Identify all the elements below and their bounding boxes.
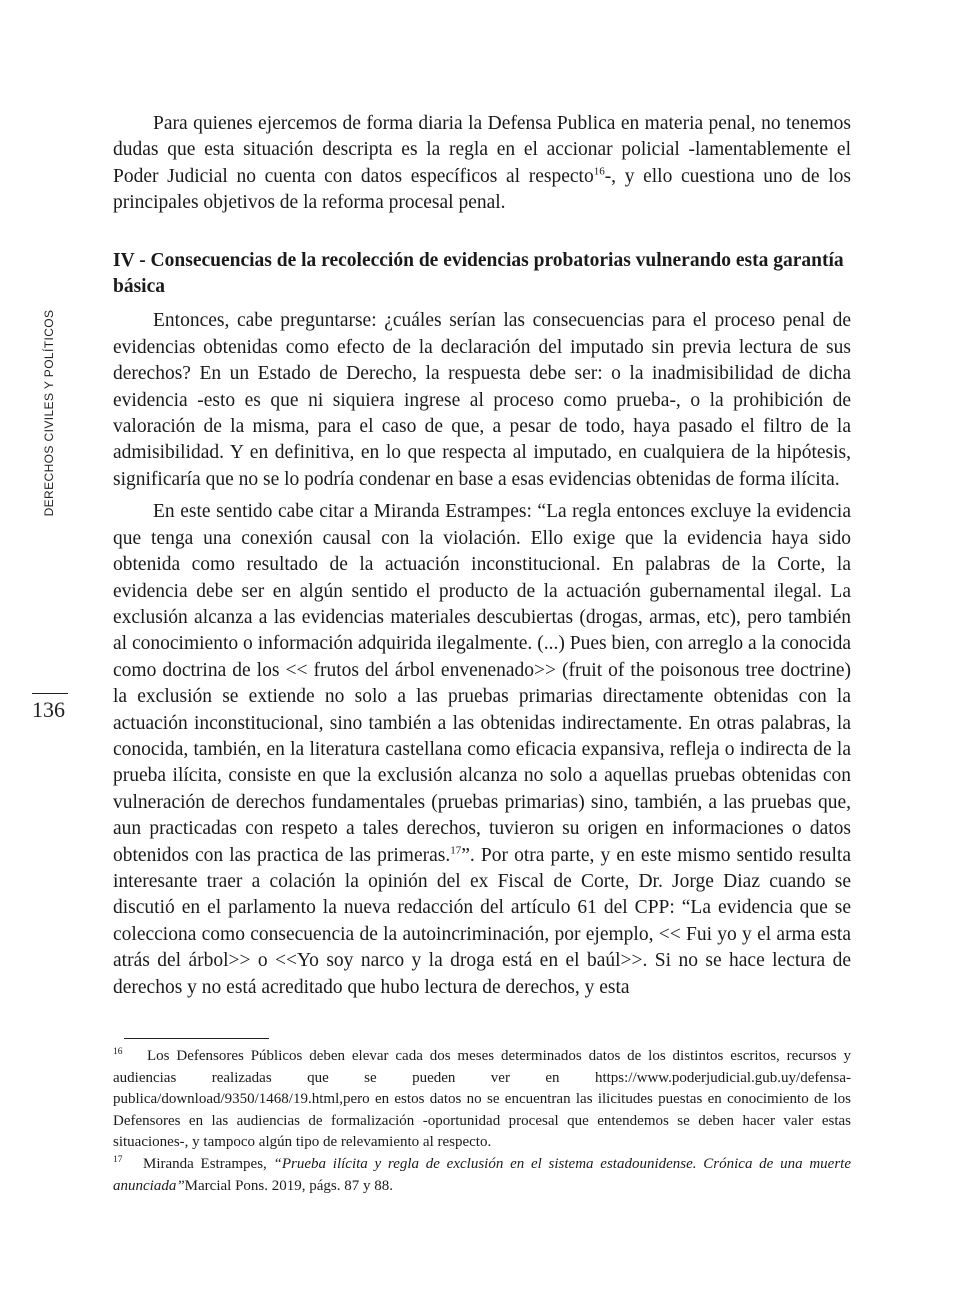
page-number: 136	[32, 697, 65, 722]
running-section-title	[42, 309, 56, 517]
footnote-17-title: “Prueba ilícita y regla de exclusión en el sistema estadounidense. Crónica de una muerte anunciada”	[113, 1155, 851, 1194]
footnote-17-publisher: Marcial Pons. 2019, págs. 87 y 88.	[184, 1177, 393, 1194]
footnote-ref-16: 16	[593, 165, 605, 178]
paragraph-1-text: Para quienes ejercemos de forma diaria la Defensa Publica en materia penal, no tenemos dudas que esta situación descripta es la regla en el accionar policial -lamentablemente el Poder Judicial no cuenta con datos específicos al respecto	[113, 113, 851, 187]
page-number-rule	[32, 693, 68, 694]
footnote-17-author: Miranda Estrampes,	[143, 1155, 274, 1172]
footnote-16: 16 Los Defensores Públicos deben elevar cada dos meses determinados datos de los distintos escritos, recursos y audiencias realizadas que se pueden ver en https://www.poderjudicial.gub.uy/defensa-publica/download/9350/1468/19.html,pero en estos datos no se encuentran las ilicitudes puestas en conocimiento de los Defensores en las audiencias de formalización -oportunidad procesal que entendemos se deben hacer valer estas situaciones-, y tampoco algún tipo de relevamiento al respecto.	[113, 1047, 851, 1151]
running-section-title-text: DERECHOS CIVILES Y POLÍTICOS	[42, 309, 56, 517]
paragraph-3-text: En este sentido cabe citar a Miranda Estrampes: “La regla entonces excluye la evidencia que tenga una conexión causal con la violación. Ello exige que la evidencia haya sido obtenida como resultado de la actuación inconstitucional. En palabras de la Corte, la evidencia debe ser en algún sentido el producto de la actuación gubernamental ilegal. La exclusión alcanza a las evidencias materiales descubiertas (drogas, armas, etc), pero también al conocimiento o información adquirida ilegalmente. (...) Pues bien, con arreglo a la conocida como doctrina de los << frutos del árbol envenenado>> (fruit of the poisonous tree doctrine) la exclusión se extiende no solo a las pruebas primarias directamente obtenidas con la actuación inconstitucional, sino también a las obtenidas indirectamente. En otras palabras, la conocida, también, en la literatura castellana como eficacia expansiva, refleja o indirecta de la prueba ilícita, consiste en que la exclusión alcanza no solo a aquellas pruebas obtenidas con vulneración de derechos fundamentales (pruebas primarias) sino, también, a las pruebas que, aun practicadas con respeto a tales derechos, tuvieron su origen en informaciones o datos obtenidos con las practica de las primeras.	[113, 501, 851, 866]
footnote-separator	[124, 1038, 269, 1039]
paragraph-1	[113, 111, 851, 217]
paragraph-2: Entonces, cabe preguntarse: ¿cuáles serían las consecuencias para el proceso penal de evidencias obtenidas como efecto de la declaración del imputado sin previa lectura de sus derechos? En un Estado de Derecho, la respuesta debe ser: o la inadmisibilidad de dicha evidencia -esto es que ni siquiera ingrese al proceso como prueba-, o la prohibición de valoración de la misma, para el caso de que, a pesar de todo, haya pasado el filtro de la admisibilidad. Y en definitiva, en lo que respecta al imputado, en cualquiera de la hipótesis, significaría que no se lo podría condenar en base a esas evidencias obtenidas de forma ilícita.	[113, 310, 851, 490]
section-heading: IV - Consecuencias de la recolección de evidencias probatorias vulnerando esta garantía básica	[113, 249, 844, 298]
paragraph-3-text-end: ”. Por otra parte, y en este mismo sentido resulta interesante traer a colación la opinión del ex Fiscal de Corte, Dr. Jorge Diaz cuando se discutió en el parlamento la nueva redacción del artículo 61 del CPP: “La evidencia que se colecciona como consecuencia de la autoincriminación, por ejemplo, << Fui yo y el arma esta atrás del árbol>> o <<Yo soy narco y la droga está en el baúl>>. Si no se hace lectura de derechos y no está acreditado que hubo lectura de derechos, y esta	[113, 844, 851, 998]
paragraph-3	[113, 499, 851, 1001]
footnote-16-text: Los Defensores Públicos deben elevar cada dos meses determinados datos de los distintos escritos, recursos y audiencias realizadas que se pueden ver en https://www.poderjudicial.gub.uy/defensa-publica/download/9350/1468/19.html,pero en estos datos no se encuentran las ilicitudes puestas en conocimiento de los Defensores en las audiencias de formalización -oportunidad procesal que entendemos se deben hacer valer estas situaciones-, y tampoco algún tipo de relevamiento al respecto.	[113, 1048, 851, 1151]
footnotes	[113, 1046, 851, 1197]
footnote-ref-17: 17	[450, 844, 462, 857]
footnote-17: 17 Miranda Estrampes, “Prueba ilícita y regla de exclusión en el sistema estadounidense. Crónica de una muerte anunciada”Marcial Pons. 2019, págs. 87 y 88.	[113, 1154, 851, 1194]
body-text	[113, 111, 851, 1001]
paragraph-1-text-end: -, y ello cuestiona uno de los principales objetivos de la reforma procesal penal.	[113, 165, 851, 214]
